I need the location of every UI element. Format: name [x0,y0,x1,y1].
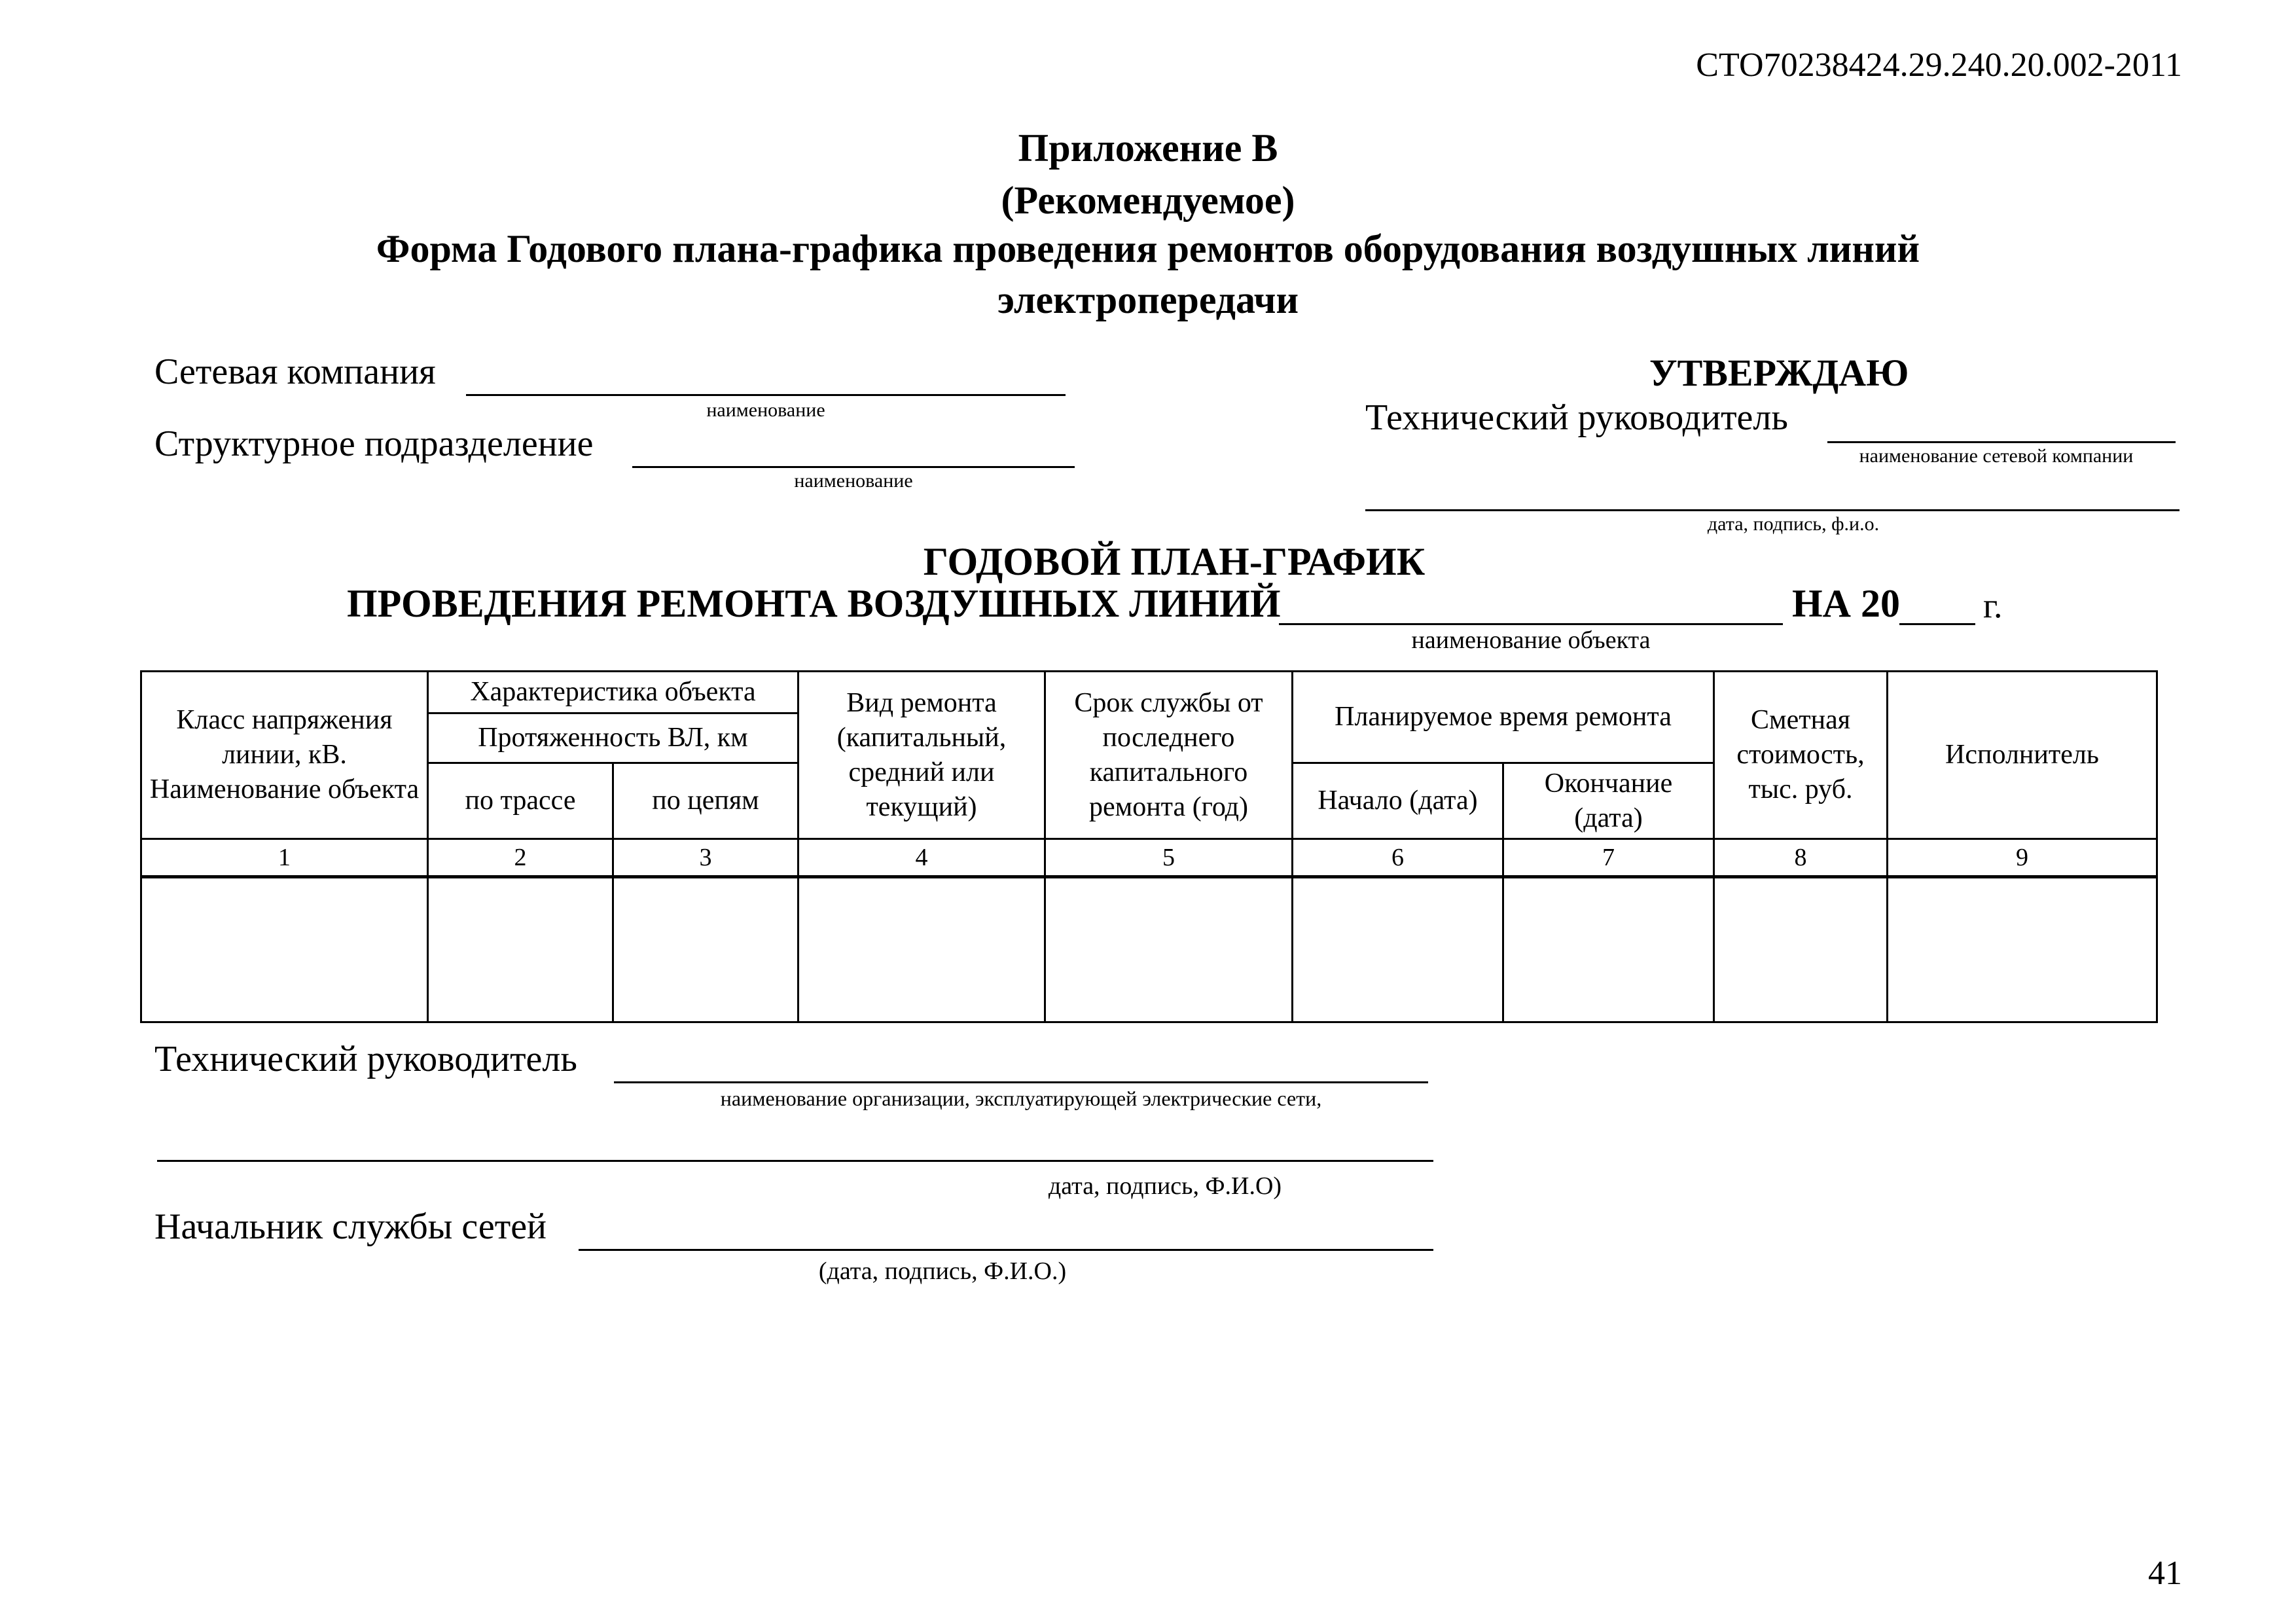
col-header-service-life: Срок службы от последнего капитального ремонта (год) [1045,672,1293,839]
plan-title-year-suffix: г. [1983,586,2003,625]
plan-title-prefix: ПРОВЕДЕНИЯ РЕМОНТА ВОЗДУШНЫХ ЛИНИЙ [347,582,1281,625]
table-cell[interactable] [1888,877,2157,1022]
division-caption: наименование [794,470,913,492]
footer-chief-input-line[interactable] [579,1249,1433,1251]
form-title: Форма Годового плана-графика проведения ремонтов оборудования воздушных линий [376,227,1920,270]
appendix-title: Приложение В [1018,126,1278,170]
col-header-class: Класс напряжения линии, кВ. Наименование объекта [141,672,428,839]
document-code: СТО70238424.29.240.20.002-2011 [1696,46,2182,84]
col-header-route: по трассе [428,763,613,839]
col-number: 4 [798,839,1045,877]
table-cell[interactable] [613,877,798,1022]
approval-sign-input-line[interactable] [1365,509,2179,511]
page-number: 41 [2148,1555,2182,1592]
col-number: 5 [1045,839,1293,877]
division-label: Структурное подразделение [154,424,594,464]
year-input-line[interactable] [1899,623,1975,625]
footer-sign-caption: дата, подпись, Ф.И.О) [1048,1172,1282,1200]
table-cell[interactable] [1045,877,1293,1022]
group-header-characteristics: Характеристика объекта [428,672,798,713]
division-input-line[interactable] [632,466,1075,468]
company-input-line[interactable] [466,394,1066,396]
plan-title-year-prefix: НА 20 [1792,582,1900,625]
approval-company-caption: наименование сетевой компании [1859,445,2134,467]
col-header-end: Окончание (дата) [1503,763,1714,839]
col-number: 2 [428,839,613,877]
table-cell[interactable] [428,877,613,1022]
footer-chief-caption: (дата, подпись, Ф.И.О.) [818,1257,1067,1285]
footer-network-chief-label: Начальник службы сетей [154,1206,547,1247]
approval-manager-label: Технический руководитель [1365,397,1788,438]
footer-org-caption: наименование организации, эксплуатирующей электрические сети, [720,1087,1322,1110]
plan-title: ГОДОВОЙ ПЛАН-ГРАФИК [923,540,1426,583]
plan-table [140,670,2158,1023]
col-header-chains: по цепям [613,763,798,839]
col-number: 8 [1714,839,1888,877]
table-cell[interactable] [1714,877,1888,1022]
footer-sign-input-line[interactable] [157,1160,1433,1162]
approval-title: УТВЕРЖДАЮ [1649,352,1909,394]
approval-sign-caption: дата, подпись, ф.и.о. [1707,513,1880,535]
footer-tech-manager-label: Технический руководитель [154,1039,577,1079]
object-name-input-line[interactable] [1279,623,1783,625]
col-header-repair-type: Вид ремонта (капитальный, средний или текущий) [798,672,1045,839]
approval-company-input-line[interactable] [1827,441,2176,443]
group-header-planned-time: Планируемое время ремонта [1293,672,1714,763]
table-cell[interactable] [141,877,428,1022]
col-number: 1 [141,839,428,877]
appendix-status: (Рекомендуемое) [1001,179,1295,222]
col-header-start: Начало (дата) [1293,763,1503,839]
company-label: Сетевая компания [154,352,436,392]
object-name-caption: наименование объекта [1411,626,1651,654]
subgroup-header-length: Протяженность ВЛ, км [428,713,798,763]
col-header-executor: Исполнитель [1888,672,2157,839]
col-number: 7 [1503,839,1714,877]
company-caption: наименование [706,399,825,421]
col-number: 3 [613,839,798,877]
col-number: 9 [1888,839,2157,877]
col-header-cost: Сметная стоимость, тыс. руб. [1714,672,1888,839]
table-cell[interactable] [1293,877,1503,1022]
col-number: 6 [1293,839,1503,877]
footer-org-input-line[interactable] [614,1081,1428,1083]
form-title-continued: электропередачи [997,278,1299,321]
table-cell[interactable] [1503,877,1714,1022]
table-cell[interactable] [798,877,1045,1022]
